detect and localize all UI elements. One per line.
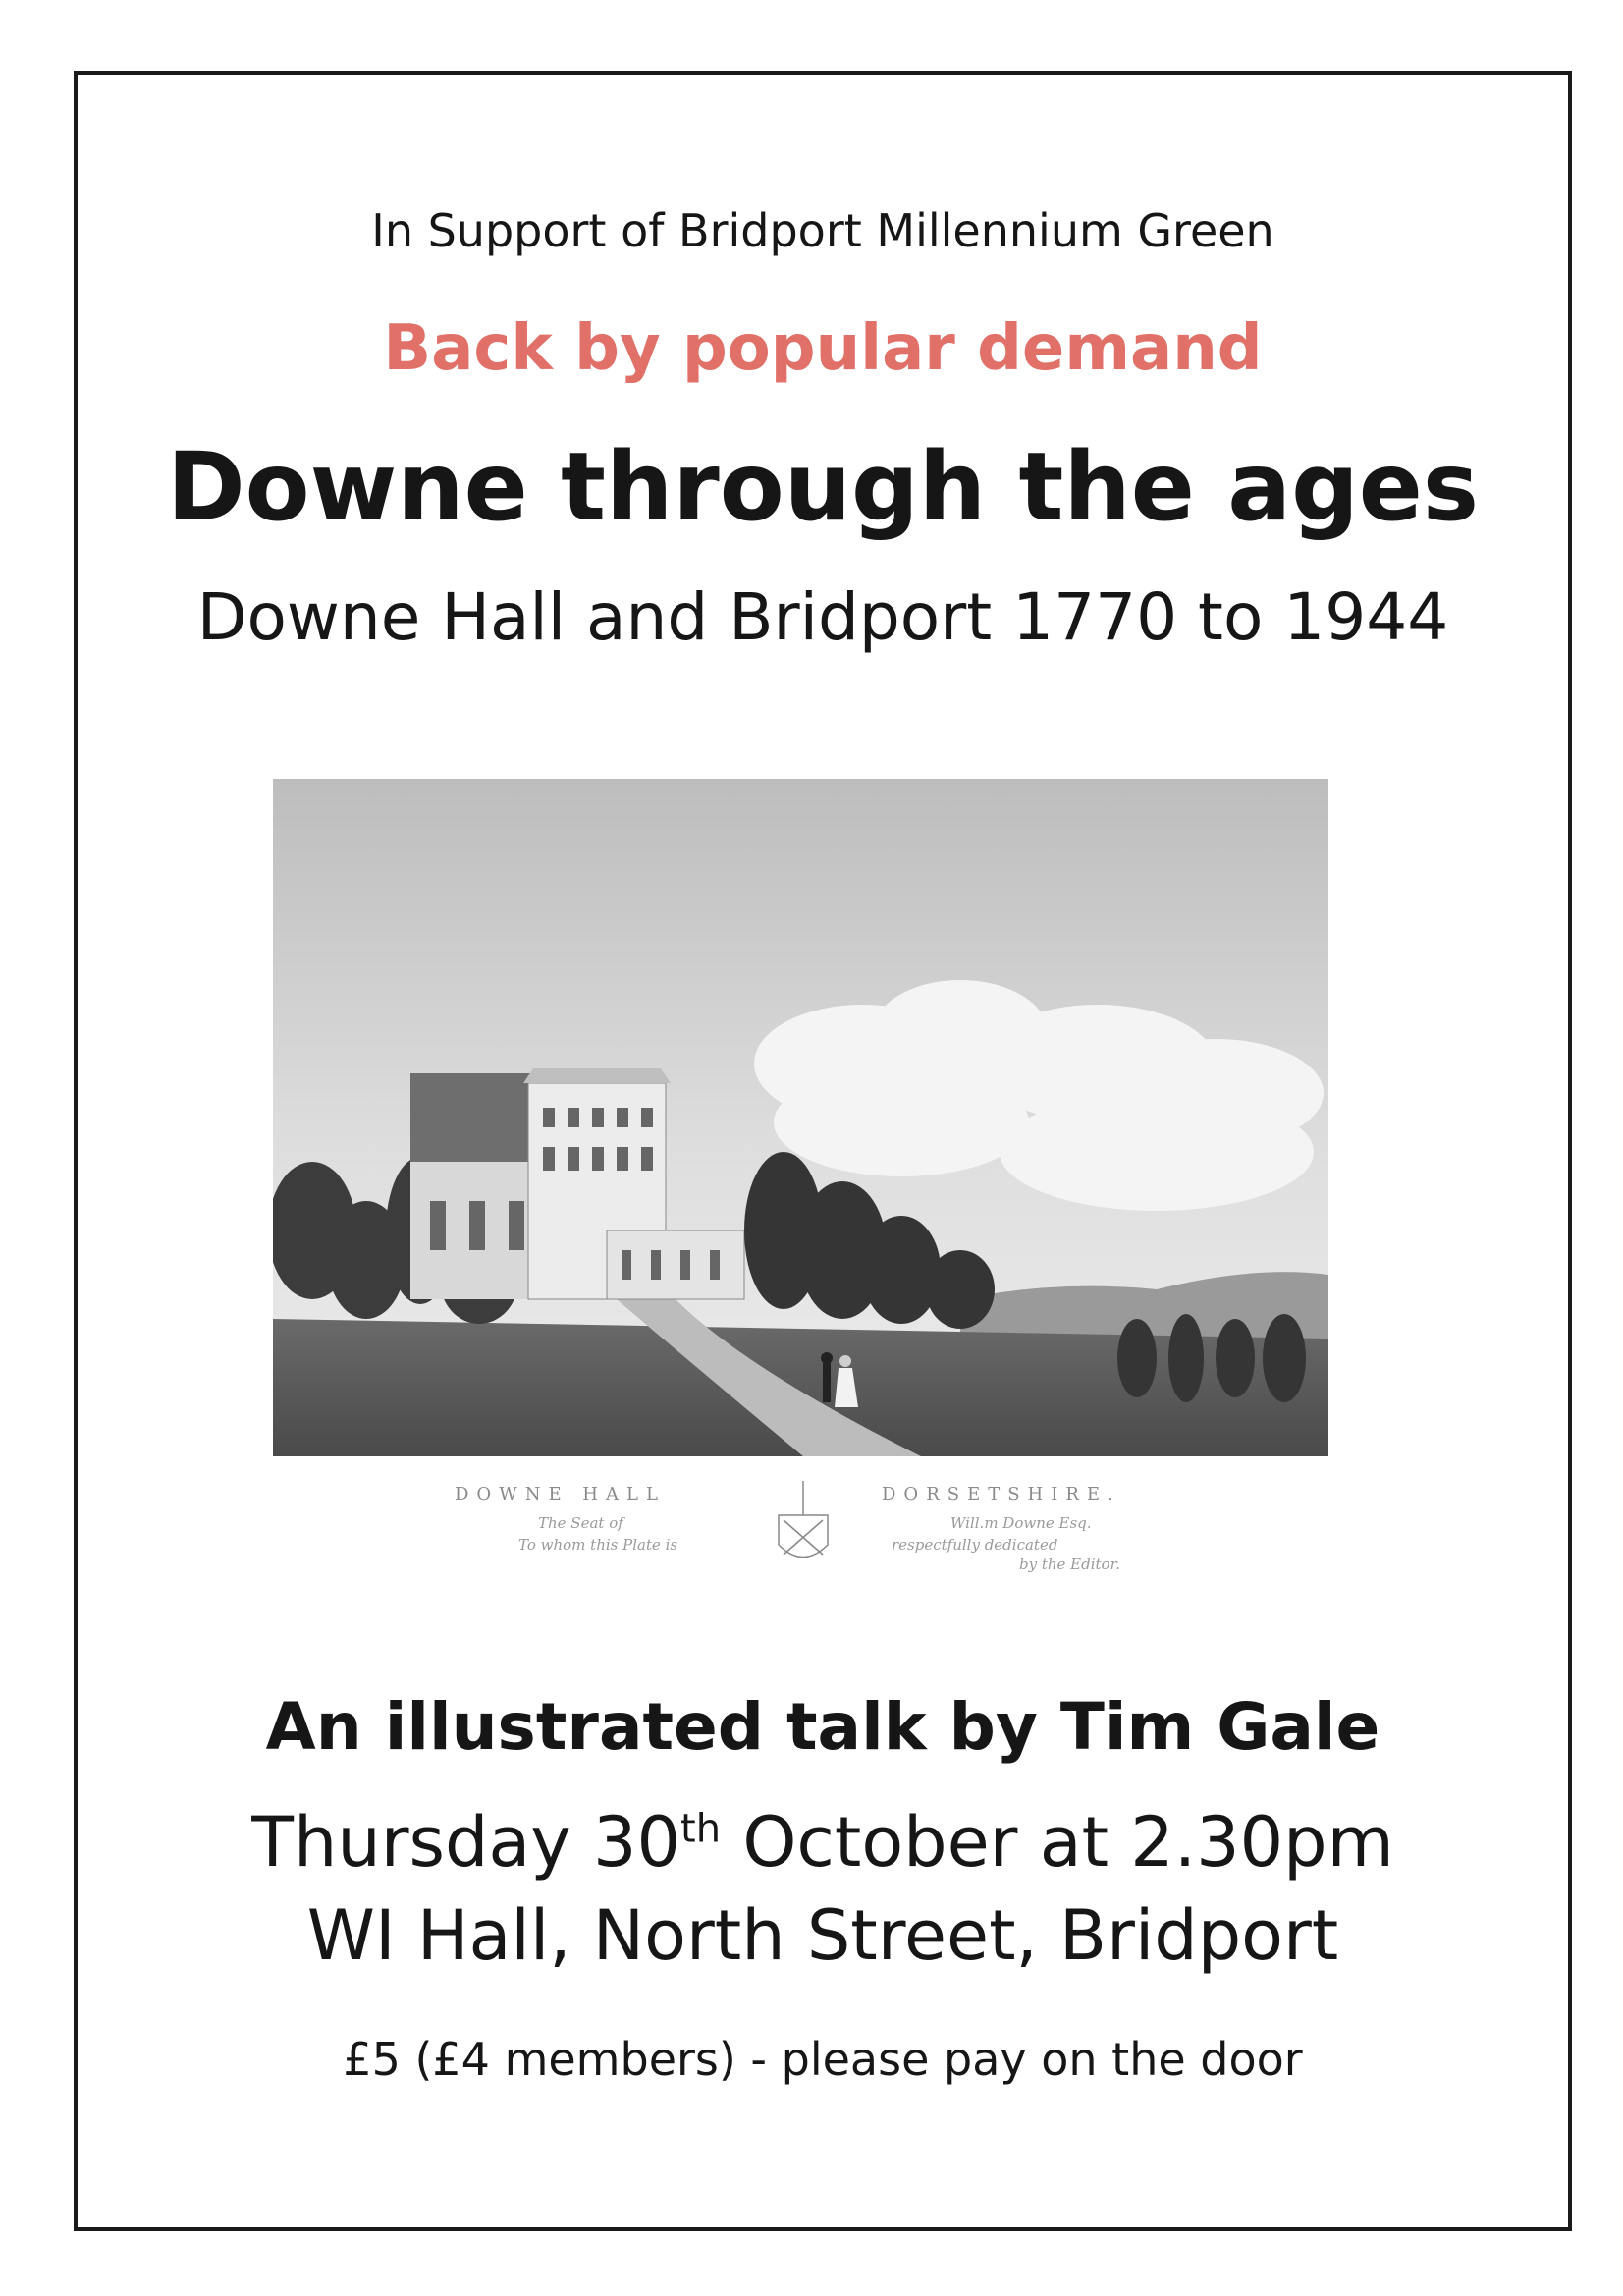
event-date-day: Thursday 30 [251,1802,681,1883]
plate-inscription-right-3: by the Editor. [1019,1556,1120,1573]
popular-demand-line: Back by popular demand [383,312,1263,385]
talk-line: An illustrated talk by Tim Gale [265,1689,1380,1765]
event-date [74,1802,1572,1883]
event-date-suffix: th [680,1806,722,1852]
support-line: In Support of Bridport Millennium Green [371,204,1274,257]
event-price: £5 (£4 members) - please pay on the door [343,2033,1303,2086]
plate-inscription-left-1: The Seat of [538,1514,623,1532]
downe-hall-engraving [273,769,1368,1584]
plate-caption-right: DORSETSHIRE. [882,1484,1121,1504]
coat-of-arms-icon [779,1481,828,1558]
poster-title: Downe through the ages [166,432,1480,542]
plate-caption-left: DOWNE HALL [455,1484,666,1504]
poster-subtitle: Downe Hall and Bridport 1770 to 1944 [196,579,1449,655]
plate-inscription-right-1: Will.m Downe Esq. [950,1514,1092,1532]
event-date-rest: October at 2.30pm [721,1802,1394,1883]
plate-inscription-left-2: To whom this Plate is [518,1536,678,1554]
event-venue: WI Hall, North Street, Bridport [306,1895,1339,1976]
plate-inscription-right-2: respectfully dedicated [892,1536,1058,1554]
